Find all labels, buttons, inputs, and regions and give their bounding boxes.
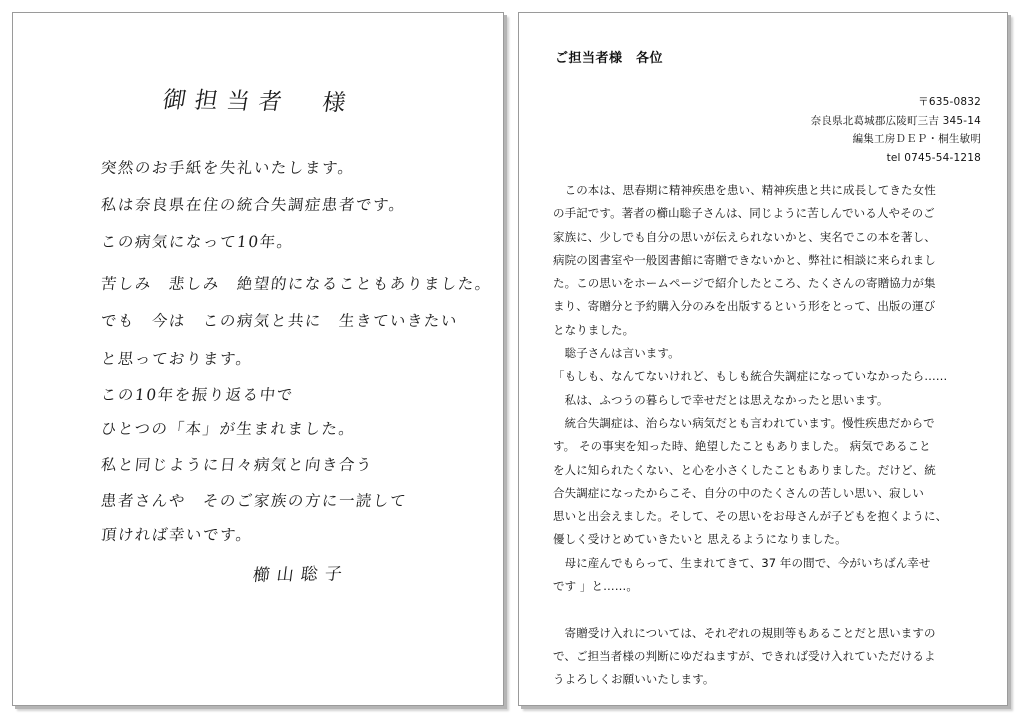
closing-line: うよろしくお願いいたします。	[553, 672, 715, 687]
body-line: 母に産んでもらって、生まれてきて、37 年の間で、今がいちばん幸せ	[553, 555, 931, 570]
body-line: 聡子さんは言います。	[553, 346, 680, 361]
body-line: た。この思いをホームページで紹介したところ、たくさんの寄贈協力が集	[553, 276, 936, 291]
body-line: の手記です。著者の櫛山聡子さんは、同じように苦しんでいる人やそのご	[553, 206, 935, 221]
body-line: 合失調症になったからこそ、自分の中のたくさんの苦しい思い、寂しい	[553, 485, 924, 500]
body-line: となりました。	[553, 322, 635, 337]
typed-letter-page	[518, 12, 1008, 706]
handwritten-line: この10年を振り返る中で	[99, 386, 295, 404]
street-address: 奈良県北葛城郡広陵町三吉 345-14	[810, 114, 981, 127]
body-line: です 」と……。	[553, 579, 638, 594]
handwritten-line: 患者さんや そのご家族の方に一読して	[99, 492, 408, 510]
closing-line: 寄贈受け入れについては、それぞれの規則等もあることだと思いますの	[553, 625, 936, 640]
body-line: まり、寄贈分と予約購入分のみを出版するという形をとって、出版の運び	[553, 299, 936, 314]
handwritten-salutation: 御担当者 様	[160, 87, 357, 117]
body-line: す。 その事実を知った時、絶望したこともありました。 病気であること	[553, 439, 931, 454]
handwritten-line: 突然のお手紙を失礼いたします。	[99, 159, 356, 177]
body-line: 病院の図書室や一般図書館に寄贈できないかと、弊社に相談に来られまし	[553, 252, 936, 267]
body-line: 家族に、少しでも自分の思いが伝えられないかと、実名でこの本を著し、	[553, 229, 936, 244]
postal-code: 〒635-0832	[918, 96, 981, 108]
sender-phone: tel 0745-54-1218	[886, 151, 981, 164]
paragraph-gap	[553, 598, 985, 621]
sender-address-block	[811, 93, 981, 167]
body-line: 優しく受けとめていきたいと 思えるようになりました。	[553, 532, 847, 547]
body-line: 「もしも、なんてないけれど、もしも統合失調症になっていなかったら……	[553, 369, 948, 384]
handwritten-line: 苦しみ 悲しみ 絶望的になることもありました。	[99, 275, 493, 293]
handwritten-line: この病気になって10年。	[99, 233, 295, 251]
handwritten-signature: 櫛山聡子	[251, 564, 351, 586]
handwritten-line: でも 今は この病気と共に 生きていきたい	[99, 312, 459, 330]
handwritten-line: ひとつの「本」が生まれました。	[99, 420, 357, 438]
closing-line: で、ご担当者様の判断にゆだねますが、できれば受け入れていただけるよ	[553, 648, 936, 663]
body-line: 私は、ふつうの暮らしで幸せだとは思えなかったと思います。	[553, 392, 889, 407]
handwritten-line: と思っております。	[99, 350, 254, 368]
handwritten-line: 私と同じように日々病気と向き合う	[99, 456, 374, 474]
letter-body	[553, 179, 985, 692]
body-line: 統合失調症は、治らない病気だとも言われています。慢性疾患だからで	[553, 415, 935, 430]
handwritten-line: 頂ければ幸いです。	[99, 526, 254, 544]
handwritten-line: 私は奈良県在住の統合失調症患者です。	[99, 196, 407, 214]
handwritten-letter-page	[12, 12, 504, 706]
letter-heading: ご担当者様 各位	[555, 51, 664, 66]
body-line: この本は、思春期に精神疾患を患い、精神疾患と共に成長してきた女性	[553, 183, 936, 197]
body-line: 思いと出会えました。そして、その思いをお母さんが子どもを抱くように、	[553, 509, 948, 524]
sender-organization: 編集工房ＤＥＰ・桐生敏明	[852, 133, 981, 145]
body-line: を人に知られたくない、と心を小さくしたこともありました。だけど、統	[553, 462, 936, 477]
